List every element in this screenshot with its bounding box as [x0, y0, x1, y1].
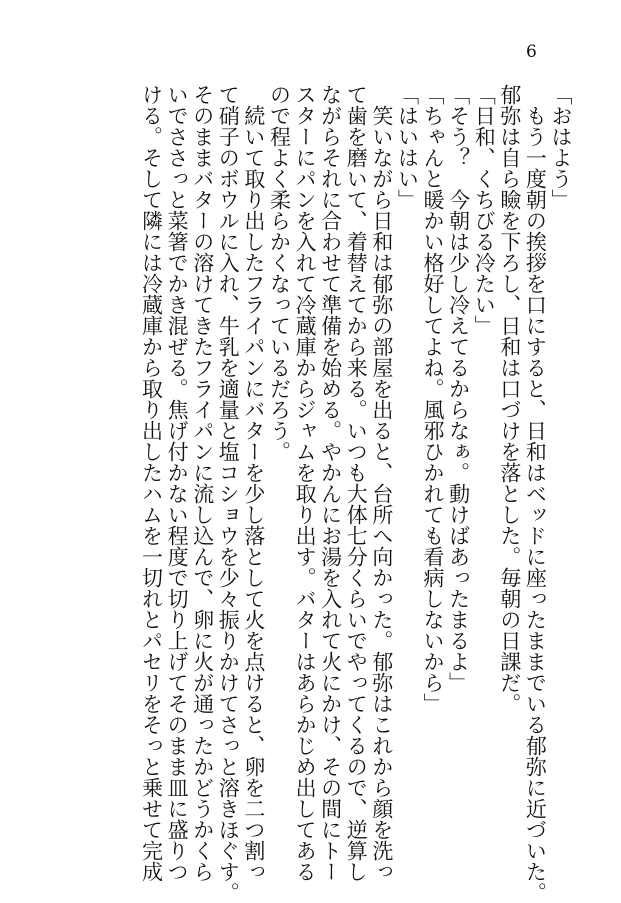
text-line: 続いて取り出したフライパンにバターを少し落として火を点けると、卵を二つ割っ — [241, 84, 266, 882]
text-line: て歯を磨いて、着替えてから来る。いつも大体七分くらいでやってくるので、逆算し — [344, 84, 369, 882]
page-number: 6 — [526, 42, 537, 62]
text-line: て硝子のボウルに入れ、牛乳を適量と塩コショウを少々振りかけてさっと溶きほぐす。 — [216, 84, 241, 903]
text-line: ける。そして隣には冷蔵庫から取り出したハムを一切れとパセリをそっと乗せて完成 — [139, 84, 164, 882]
text-line: ながらそれに合わせて準備を始める。やかんにお湯を入れて火にかけ、その間にトー — [318, 84, 343, 882]
text-line: 「おはよう」 — [549, 84, 573, 210]
text-line: 郁弥は自ら瞼を下ろし、日和は口づけを落とした。毎朝の日課だ。 — [497, 84, 522, 714]
text-line: スターにパンを入れて冷蔵庫からジャムを取り出す。バターはあらかじめ出してある — [293, 84, 318, 882]
text-line: 「日和、くちびる冷たい」 — [472, 84, 497, 336]
text-line: ので程よく柔らかくなっているだろう。 — [267, 84, 292, 462]
text-line: 「はいはい」 — [395, 84, 420, 210]
text-line: そのままバターの溶けてきたフライパンに流し込んで、卵に火が通ったかどうかくら — [190, 84, 215, 882]
text-line: いでささっと菜箸でかき混ぜる。焦げ付かない程度で切り上げてそのまま皿に盛りつ — [165, 84, 190, 882]
text-line: 「ちゃんと暖かい格好してよね。風邪ひかれても看病しないから」 — [421, 84, 446, 714]
text-line: 「そう？ 今朝は少し冷えてるからなぁ。動けばあったまるよ」 — [446, 84, 471, 693]
text-line: もう一度朝の挨拶を口にすると、日和はベッドに座ったままでいる郁弥に近づいた。 — [523, 84, 548, 903]
text-line: 笑いながら日和は郁弥の部屋を出ると、台所へ向かった。郁弥はこれから顔を洗っ — [369, 84, 394, 882]
body-text — [138, 84, 573, 903]
